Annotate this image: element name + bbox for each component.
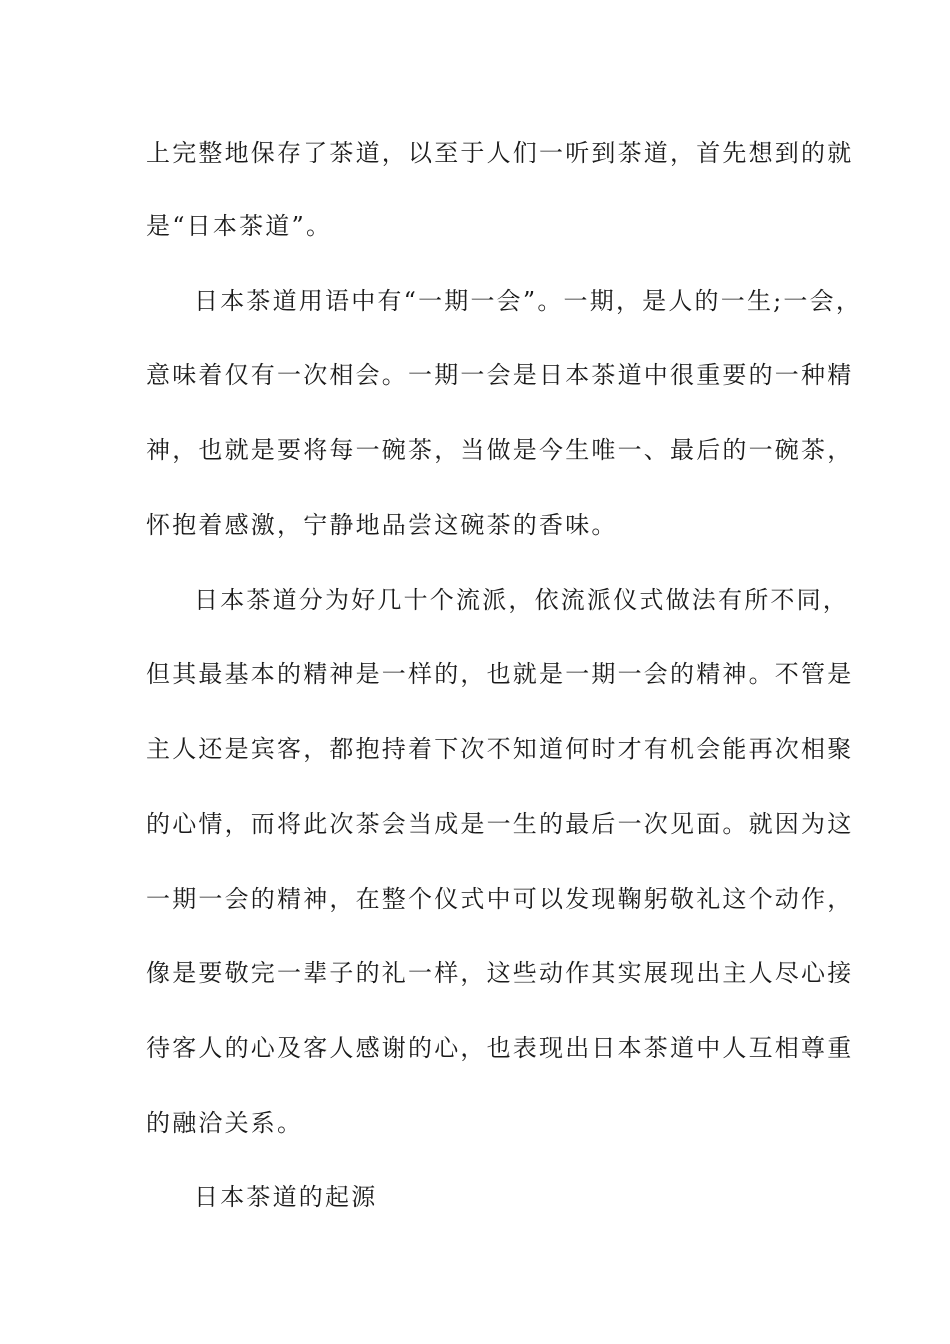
text-line: 的心情，而将此次茶会当成是一生的最后一次见面。就因为这: [146, 810, 854, 838]
text-line: 但其最基本的精神是一样的，也就是一期一会的精神。不管是: [146, 660, 854, 688]
text-line: 意味着仅有一次相会。一期一会是日本茶道中很重要的一种精: [146, 361, 854, 389]
paragraph-start-line: 日本茶道用语中有“一期一会”。一期，是人的一生;一会，: [194, 287, 863, 315]
text-line: 是“日本茶道”。: [146, 212, 333, 240]
text-line: 神，也就是要将每一碗茶，当做是今生唯一、最后的一碗茶，: [146, 436, 854, 464]
text-line: 一期一会的精神，在整个仪式中可以发现鞠躬敬礼这个动作，: [146, 885, 854, 913]
paragraph-start-line: 日本茶道分为好几十个流派，依流派仪式做法有所不同，: [194, 586, 849, 614]
text-line: 的融洽关系。: [146, 1109, 304, 1137]
text-line: 主人还是宾客，都抱持着下次不知道何时才有机会能再次相聚: [146, 735, 854, 763]
text-line: 怀抱着感激，宁静地品尝这碗茶的香味。: [146, 511, 618, 539]
section-heading: 日本茶道的起源: [194, 1183, 378, 1211]
text-line: 像是要敬完一辈子的礼一样，这些动作其实展现出主人尽心接: [146, 959, 854, 987]
text-line: 待客人的心及客人感谢的心，也表现出日本茶道中人互相尊重: [146, 1034, 854, 1062]
text-line: 上完整地保存了茶道，以至于人们一听到茶道，首先想到的就: [146, 139, 854, 167]
